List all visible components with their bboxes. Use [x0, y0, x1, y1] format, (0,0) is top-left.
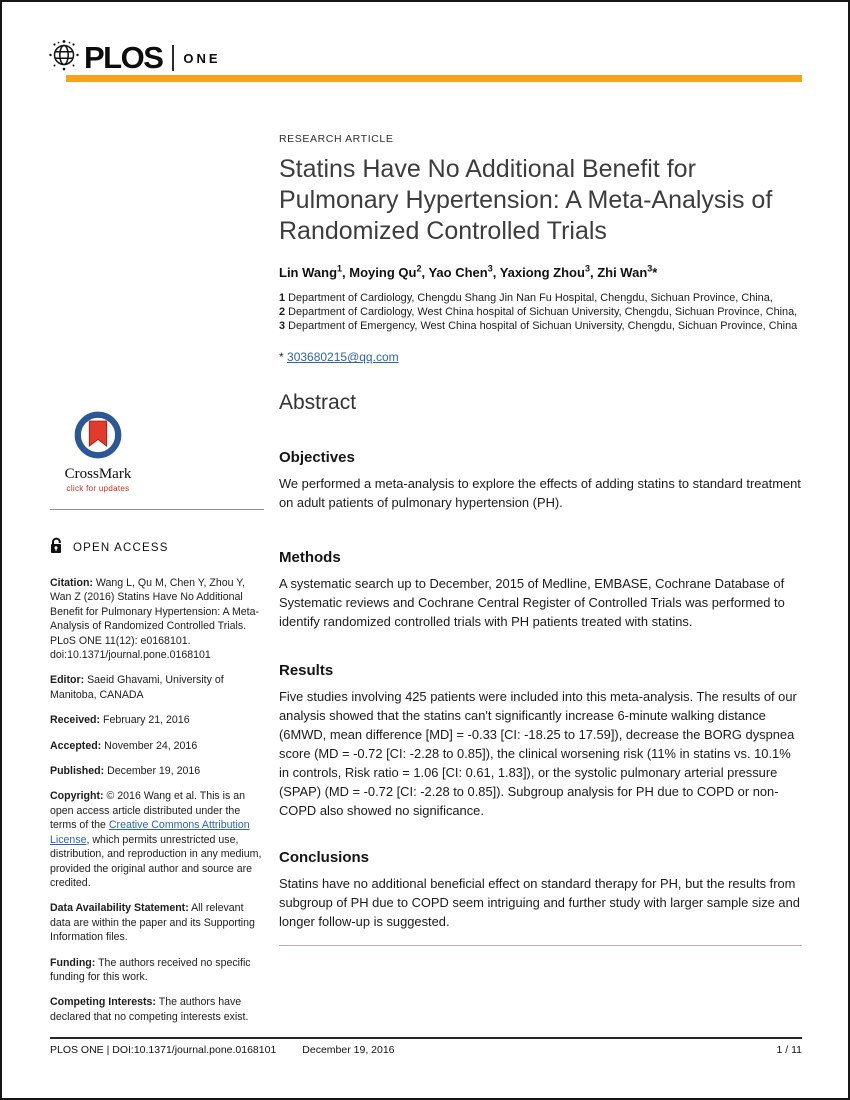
abstract-end-rule	[279, 945, 802, 946]
funding-block: Funding: The authors received no specific funding for this work.	[50, 956, 251, 983]
brand-plos: PLOS	[84, 39, 163, 75]
email-link[interactable]: 303680215@qq.com	[287, 350, 399, 365]
conclusions-heading: Conclusions	[279, 849, 370, 867]
logo-divider	[172, 45, 174, 71]
editor-block: Editor: Saeid Ghavami, University of Manitoba, CANADA	[50, 674, 224, 701]
affiliation: 2 Department of Cardiology, West China hospital of Sichuan University, Chengdu, Sichuan Province, China,	[279, 306, 798, 319]
author: Yao Chen$^3$,	[428, 264, 500, 281]
cc-license-link[interactable]: Creative Commons Attribution License	[50, 819, 250, 846]
page-footer	[50, 1044, 802, 1056]
footer-page-number: 1 / 11	[776, 1044, 802, 1056]
footer-journal-doi: PLOS ONE | DOI:10.1371/journal.pone.0168101	[50, 1044, 277, 1056]
accepted-block: Accepted: November 24, 2016	[50, 739, 198, 752]
sidebar-divider	[50, 509, 264, 510]
citation-block: Citation: Wang L, Qu M, Chen Y, Zhou Y, Wan Z (2016) Statins Have No Additional Benefit for Pulmonary Hypertension: A Meta-Analysis of Randomized Controlled Trials. PLoS ONE 11(12): e0168101. doi:10.1371/journal.pone.0168101	[50, 577, 260, 662]
conclusions-text: Statins have no additional beneficial effect on standard therapy for PH, but the results from subgroup of PH due to COPD seem intriguing and further study with larger sample size and longer follow-up is suggested.	[279, 876, 800, 930]
plos-logo	[48, 38, 221, 77]
corresponding-email-line	[279, 350, 802, 364]
crossmark-label: CrossMark	[64, 466, 132, 482]
results-text: Five studies involving 425 patients were included into this meta-analysis. The results of our analysis showed that the statins can't significantly increase 6-minute walking distance (6MWD, mean difference [MD] = -0.33 [CI: -18.25 to 17.59]), decrease the BORG dyspnea score (MD = -0.72 [CI: -2.28 to 0.85]), the clinical worsening risk (11% in statins vs. 10.1% in controls, Risk ratio = 1.06 [CI: 0.61, 1.83]), or the systolic pulmonary arterial pressure (SPAP) (MD = -0.72 [CI: -2.28 to 0.85]). Subgroup analysis for PH due to COPD or non-COPD also showed no significance.	[279, 689, 797, 819]
accent-bar	[66, 75, 802, 82]
open-lock-icon	[50, 537, 64, 559]
affiliation-list	[279, 291, 802, 333]
author-list	[279, 264, 802, 280]
author: Lin Wang$^1$,	[279, 264, 350, 281]
footer-rule	[50, 1037, 802, 1039]
article-main	[279, 130, 802, 946]
author: Moying Qu$^2$,	[349, 264, 429, 281]
data-availability-block: Data Availability Statement: All relevant data are within the paper and its Supporting Information files.	[50, 902, 255, 944]
objectives-heading: Objectives	[279, 449, 355, 467]
article-title: Statins Have No Additional Benefit for Pulmonary Hypertension: A Meta-Analysis of Randomized Controlled Trials	[279, 155, 773, 245]
author: Zhi Wan$^3$*	[597, 264, 658, 281]
methods-heading: Methods	[279, 549, 341, 567]
globe-icon	[48, 38, 80, 77]
article-type-label: RESEARCH ARTICLE	[279, 133, 394, 145]
open-access-row	[50, 537, 264, 559]
copyright-block: Copyright: © 2016 Wang et al. This is an open access article distributed under the terms of the Creative Commons Attribution License, which permits unrestricted use, distribution, and reproduction in any medium, provided the original author and source are credited.	[50, 790, 262, 889]
results-heading: Results	[279, 662, 334, 680]
affiliation: 1 Department of Cardiology, Chengdu Shang Jin Nan Fu Hospital, Chengdu, Sichuan Province, China,	[279, 292, 773, 305]
crossmark-icon	[73, 447, 123, 464]
crossmark-subtitle: click for updates	[66, 484, 130, 493]
abstract-heading: Abstract	[279, 391, 357, 415]
methods-text: A systematic search up to December, 2015 of Medline, EMBASE, Cochrane Database of Systematic reviews and Cochrane Central Register of Controlled Trials was performed to identify randomized controlled trials with PH patients treated with statins.	[279, 576, 785, 630]
crossmark-badge[interactable]	[50, 410, 146, 493]
received-block: Received: February 21, 2016	[50, 714, 190, 727]
email-prefix: *	[279, 350, 284, 365]
brand-one: ONE	[183, 51, 221, 66]
article-sidebar	[50, 410, 264, 1024]
published-block: Published: December 19, 2016	[50, 765, 201, 778]
objectives-text: We performed a meta-analysis to explore the effects of adding statins to standard treatment on adult patients of pulmonary hypertension (PH).	[279, 476, 801, 511]
open-access-label: OPEN ACCESS	[73, 542, 169, 554]
competing-interests-block: Competing Interests: The authors have declared that no competing interests exist.	[50, 996, 249, 1023]
affiliation: 3 Department of Emergency, West China hospital of Sichuan University, Chengdu, Sichuan Province, China	[279, 320, 798, 333]
author: Yaxiong Zhou$^3$,	[499, 264, 598, 281]
footer-date: December 19, 2016	[302, 1044, 395, 1056]
